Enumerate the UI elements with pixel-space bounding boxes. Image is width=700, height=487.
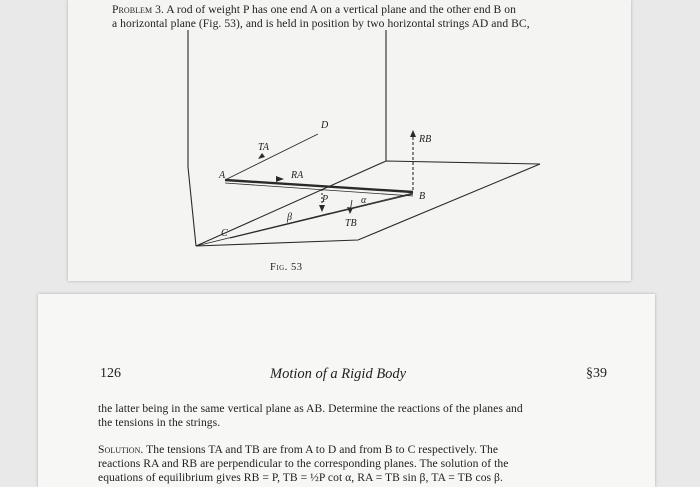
continuation-text: [98, 402, 608, 430]
vertical-plane: [188, 30, 386, 167]
problem-label: Problem 3.: [112, 3, 164, 16]
string-AD: [225, 134, 318, 180]
continuation-line-1: the latter being in the same vertical plane as AB. Determine the reactions of the planes and: [98, 402, 523, 415]
rod-AB: [225, 180, 413, 192]
label-C: C: [221, 228, 228, 239]
solution-line-2: reactions RA and RB are perpendicular to the corresponding planes. The solution of the: [98, 457, 509, 470]
page-number: 126: [100, 366, 121, 381]
solution-text: [98, 443, 608, 485]
section-number: §39: [586, 366, 607, 381]
label-A: A: [219, 170, 226, 181]
continuation-line-2: the tensions in the strings.: [98, 416, 221, 429]
label-RA: RA: [291, 170, 304, 181]
solution-label: Solution.: [98, 443, 144, 456]
label-TA: TA: [258, 142, 269, 153]
label-alpha: α: [361, 195, 367, 206]
label-B: B: [419, 191, 426, 202]
label-RB: RB: [419, 134, 432, 145]
label-P: P: [322, 194, 329, 205]
running-title: Motion of a Rigid Body: [270, 366, 407, 382]
solution-line-1: The tensions TA and TB are from A to D and from B to C respectively. The: [146, 443, 499, 456]
solution-line-3: equations of equilibrium gives RB = P, TB = ½P cot α, RA = TB sin β, TA = TB cos β.: [98, 471, 503, 484]
label-TB: TB: [345, 218, 357, 229]
problem-line-1: A rod of weight P has one end A on a vertical plane and the other end B on: [166, 3, 516, 16]
label-D: D: [321, 120, 329, 131]
label-beta: β: [287, 212, 292, 223]
figure-53: [0, 30, 700, 260]
figure-caption: Fig. 53: [270, 262, 303, 273]
problem-line-2: a horizontal plane (Fig. 53), and is held in position by two horizontal strings AD and BC,: [112, 17, 530, 30]
problem-statement: [112, 3, 617, 31]
